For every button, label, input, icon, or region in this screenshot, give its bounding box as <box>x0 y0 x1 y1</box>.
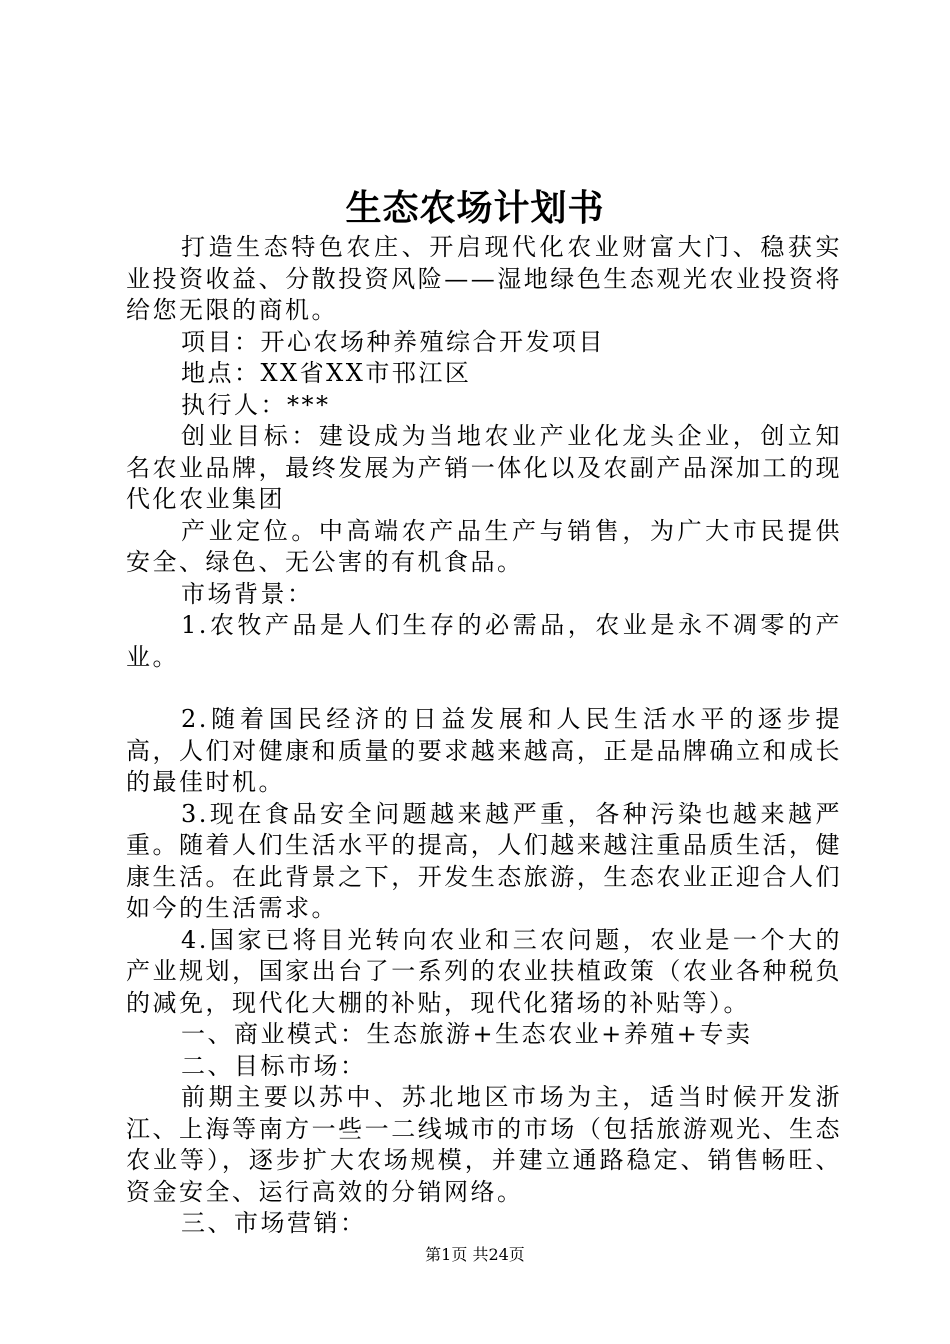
executor-line: 执行人：*** <box>181 390 331 419</box>
document-body <box>126 232 842 1240</box>
intro-paragraph: 打造生态特色农庄、开启现代化农业财富大门、稳获实业投资收益、分散投资风险——湿地绿色生态观光农业投资将给您无限的商机。 <box>126 233 842 324</box>
background-item-3: 3.现在食品安全问题越来越严重，各种污染也越来越严重。随着人们生活水平的提高，人们越来越注重品质生活，健康生活。在此背景之下，开发生态旅游，生态农业正迎合人们如今的生活需求。 <box>126 799 842 922</box>
market-background-heading: 市场背景： <box>181 579 314 608</box>
positioning-paragraph: 产业定位。中高端农产品生产与销售，为广大市民提供安全、绿色、无公害的有机食品。 <box>126 516 842 576</box>
business-model-line: 一、商业模式：生态旅游+生态农业+养殖+专卖 <box>181 1020 753 1048</box>
marketing-heading: 三、市场营销： <box>181 1209 367 1237</box>
location-line: 地点：XX省XX市邗江区 <box>181 359 472 387</box>
target-market-heading: 二、目标市场： <box>181 1051 367 1080</box>
background-item-2: 2.随着国民经济的日益发展和人民生活水平的逐步提高，人们对健康和质量的要求越来越高，正是品牌确立和成长的最佳时机。 <box>126 705 842 796</box>
project-line: 项目：开心农场种养殖综合开发项目 <box>181 327 605 356</box>
page-footer: 第1页 共24页 <box>425 1245 525 1264</box>
background-item-1: 1.农牧产品是人们生存的必需品，农业是永不凋零的产业。 <box>126 611 842 671</box>
target-market-paragraph: 前期主要以苏中、苏北地区市场为主，适当时候开发浙江、上海等南方一些一二线城市的市场（包括旅游观光、生态农业等），逐步扩大农场规模，并建立通路稳定、销售畅旺、资金安全、运行高效的分销网络。 <box>126 1083 842 1206</box>
goal-paragraph: 创业目标：建设成为当地农业产业化龙头企业，创立知名农业品牌，最终发展为产销一体化以及农副产品深加工的现代化农业集团 <box>126 422 842 513</box>
background-item-4: 4.国家已将目光转向农业和三农问题，农业是一个大的产业规划，国家出台了一系列的农业扶植政策（农业各种税负的减免，现代化大棚的补贴，现代化猪场的补贴等）。 <box>126 925 842 1017</box>
document-title: 生态农场计划书 <box>345 187 605 229</box>
